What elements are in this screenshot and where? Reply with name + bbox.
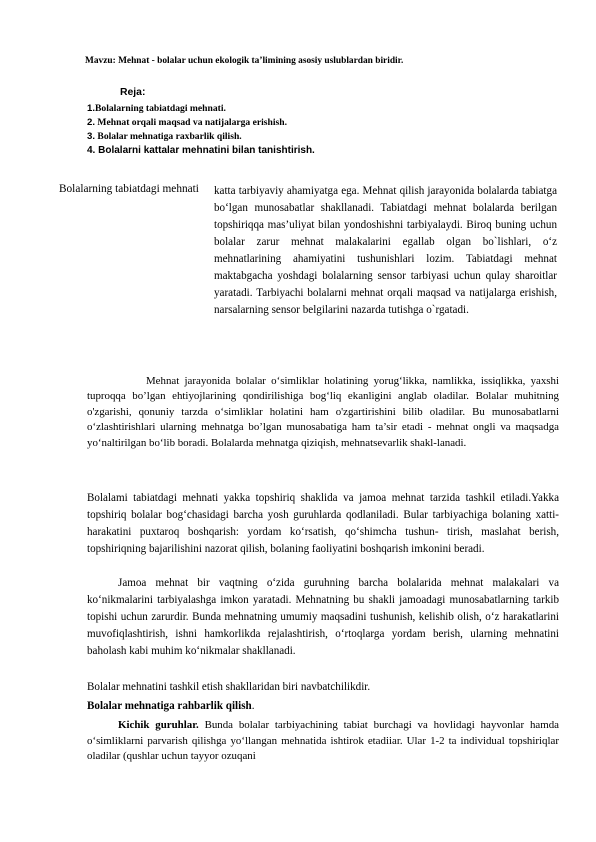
plan-item-number: 2. [87, 117, 96, 128]
plan-item [87, 131, 242, 142]
plan-item-number: 4. [87, 145, 96, 156]
plan-item [87, 103, 226, 114]
plan-item-text: Bolalarning tabiatdagi mehnati. [95, 103, 226, 114]
plan-heading: Reja: [120, 87, 146, 98]
plan-item-text: Mehnat orqali maqsad va natijalarga erishish. [95, 117, 287, 128]
section-heading-dot: . [251, 700, 255, 712]
paragraph-nature-labor: katta tarbiyaviy ahamiyatga ega. Mehnat qilish jarayonida bolalarda tabiatga bo‘lgan munosabatlar shakllanadi. Tabiatdagi mehnat bolalarda berilgan topshiriqqa mas’uliyat bilan yondoshishni tarbiyalaydi. Biroq buning uchun bolalar zarur mehnat malakalarini egallab olgan bo`lishlari, o‘z mehnatlarining ahamiyatini tushunishlari lozim. Tabiatdagi mehnat maktabgacha yoshdagi bolalarning sensor tarbiyasi uchun qulay sharoitlar yaratadi. Tarbiyachi bolalarni mehnat orqali maqsad va natijalarga erishish, narsalarning sensor belgilarini nazarda tutishga o`rgatadi. [214, 185, 557, 317]
junior-groups-label: Kichik guruhlar. [118, 719, 199, 731]
plan-item-number: 1. [87, 103, 96, 114]
paragraph-lead-text: Bolalarning tabiatdagi mehnati [59, 183, 199, 195]
document-title: Mavzu: Mehnat - bolalar uchun ekologik ta’limining asosiy uslublardan biridir. [85, 56, 404, 66]
plan-item-text: Bolalar mehnatiga raxbarlik qilish. [95, 131, 242, 142]
paragraph-collective-labor: Jamoa mehnat bir vaqtning o‘zida guruhning barcha bolalarida mehnat malakalari va ko‘nikmalarini tarbiyalashga imkon yaratadi. Mehnatning bu shakli jamoadagi munosabatlarning tarkib topishi uchun zarurdir. Bunda mehnatning umumiy maqsadini tushunish, kelishib olish, o‘z harakatlarini muvofiqlashtirish, ishni hamkorlikda rejalashtirish, o‘rtoqlarga yordam berish, ularning mehnatini baholash kabi muhim ko‘nikmalar shakllanadi. [87, 577, 559, 658]
paragraph-labor-process: Mehnat jarayonida bolalar o‘simliklar holatining yorug‘likka, namlikka, issiqlikka, yaxshi tuproqqa bo’lgan ehtiyojlarining qondirilishiga bog‘liq ekanligini anglab oladilar. Bolalar muhitning o'zgarishi, qonuniy tarzda o‘simliklar holatini ham o'zgartirishini bilib oladilar. Bu munosabatlarni o‘zlashtirishlari ularning mehnatga bo’lgan munosabatiga ham ta’sir etadi - mehnat ongli va maqsadga yo‘naltirilgan bo‘lib boradi. Bolalarda mehnatga qiziqish, mehnatsevarlik shakl-lanadi. [87, 375, 559, 449]
section-heading-text: Bolalar mehnatiga rahbarlik qilish [87, 700, 252, 712]
plan-item-number: 3. [87, 131, 96, 142]
paragraph-duty-form: Bolalar mehnatini tashkil etish shakllaridan biri navbatchilikdir. [87, 681, 371, 693]
section-heading [87, 700, 254, 712]
plan-item [87, 117, 287, 128]
plan-item-text: Bolalarni kattalar mehnatini bilan tanishtirish. [95, 145, 315, 156]
plan-item [87, 145, 315, 156]
junior-groups-text: Bunda bolalar tarbiyachining tabiat burchagi va hovlidagi hayvonlar hamda o‘simliklarni parvarish qilishga yo‘llangan mehnatida ishtirok etadiiar. Ular 1-2 ta individual topshiriqlar oladilar (qushlar uchun tayyor ozuqani [87, 719, 559, 763]
paragraph-individual-assignment: Bolalami tabiatdagi mehnati yakka topshiriq shaklida va jamoa mehnat tarzida tashkil etiladi.Yakka topshiriq bolalar bog‘chasidagi barcha yosh guruhlarda qodlaniladi. Bular tarbiyachiga bolaning xatti-harakatini puxtaroq boshqarish: yordam ko‘rsatish, qo‘shimcha tushun- tirish, maslahat berish, topshiriqning bajarilishini nazorat qilish, bolaning faoliyatini boshqarish imkonini beradi. [87, 492, 559, 556]
paragraph-junior-groups [87, 718, 559, 765]
